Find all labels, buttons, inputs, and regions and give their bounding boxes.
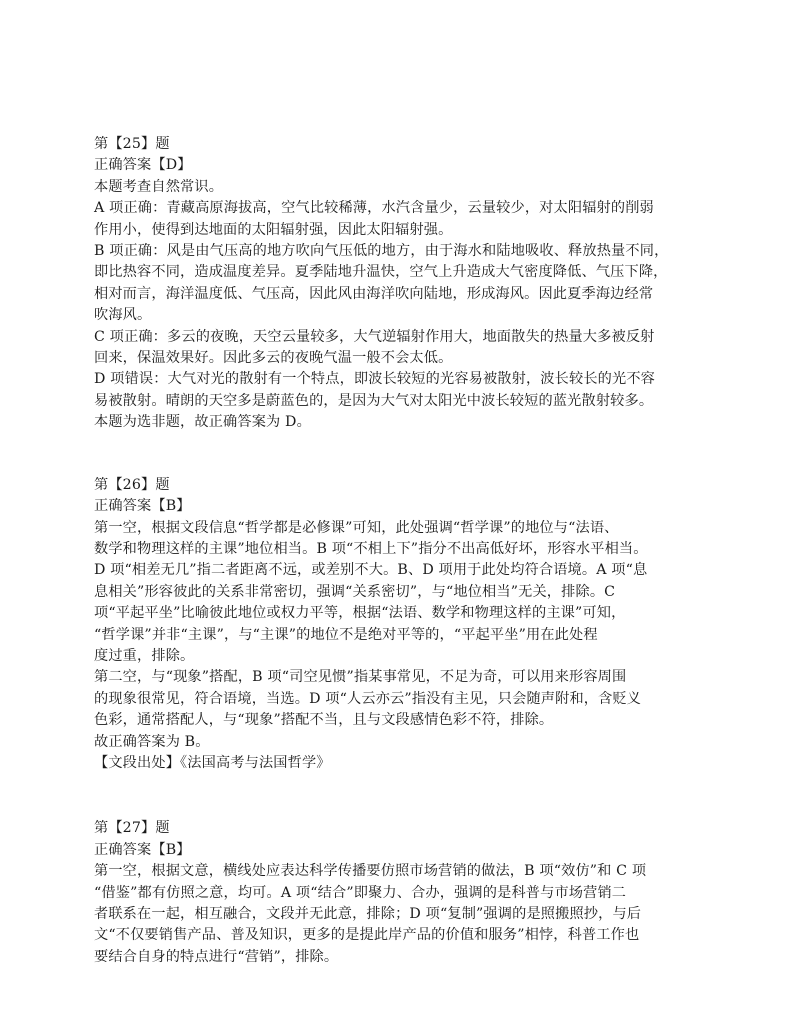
section-spacer — [94, 434, 714, 475]
document-page — [94, 134, 714, 968]
text-line: 本题考查自然常识。 — [94, 178, 224, 195]
text-line: 第一空，根据文意，横线处应表达科学传播要仿照市场营销的做法，B 项“效仿”和 C 项 — [94, 863, 647, 880]
text-line: 文“不仅要销售产品、普及知识，更多的是提此岸产品的价值和服务”相悖，科普工作也 — [94, 927, 640, 944]
text-line: 易被散射。晴朗的天空多是蔚蓝色的，是因为大气对太阳光中波长较短的蓝光散射较多。 — [94, 392, 654, 409]
text-line: 的现象很常见，符合语境，当选。D 项“人云亦云”指没有主见，只会随声附和，含贬义 — [94, 690, 642, 707]
text-line: 项“平起平坐”比喻彼此地位或权力平等，根据“法语、数学和物理这样的主课”可知， — [94, 605, 626, 622]
text-line: 作用小，使得到达地面的太阳辐射强，因此太阳辐射强。 — [94, 221, 453, 238]
text-line: 数学和物理这样的主课”地位相当。B 项“不相上下”指分不出高低好坏，形容水平相当。 — [94, 540, 648, 557]
answer-line: 正确答案【D】 — [94, 157, 192, 174]
text-line: D 项“相差无几”指二者距离不远，或差别不大。B、D 项用于此处均符合语境。A 项“息 — [94, 562, 648, 579]
text-line: 第二空，与“现象”搭配，B 项“司空见惯”指某事常见，不足为奇，可以用来形容周围 — [94, 669, 627, 686]
text-line: 者联系在一起，相互融合，文段并无此意，排除；D 项“复制”强调的是照搬照抄，与后 — [94, 906, 642, 922]
section-spacer — [94, 774, 714, 818]
text-line: 第一空，根据文段信息“哲学都是必修课”可知，此处强调“哲学课”的地位与“法语、 — [94, 519, 619, 536]
answer-line: 正确答案【B】 — [94, 498, 191, 515]
text-line: C 项正确：多云的夜晚，天空云量较多，大气逆辐射作用大，地面散失的热量大多被反射 — [94, 328, 655, 345]
question-heading: 第【26】题 — [94, 476, 170, 493]
text-line: A 项正确：青藏高原海拔高，空气比较稀薄，水汽含量少，云量较少，对太阳辐射的削弱 — [94, 200, 654, 217]
text-line: D 项错误：大气对光的散射有一个特点，即波长较短的光容易被散射，波长较长的光不容 — [94, 371, 656, 388]
text-line: 本题为选非题，故正确答案为 D。 — [94, 414, 311, 431]
text-line: 色彩，通常搭配人，与“现象”搭配不当，且与文段感情色彩不符，排除。 — [94, 712, 554, 729]
text-line: “哲学课”并非“主课”，与“主课”的地位不是绝对平等的，“平起平坐”用在此处程 — [94, 626, 598, 643]
question-26-section — [94, 475, 714, 775]
question-25-section — [94, 134, 714, 434]
text-line: 要结合自身的特点进行“营销”，排除。 — [94, 948, 339, 965]
text-line: “借鉴”都有仿照之意，均可。A 项“结合”即聚力、合办，强调的是科普与市场营销二 — [94, 884, 627, 901]
question-heading: 第【25】题 — [94, 136, 170, 152]
answer-line: 正确答案【B】 — [94, 841, 191, 858]
text-line: B 项正确：风是由气压高的地方吹向气压低的地方，由于海水和陆地吸收、释放热量不同， — [94, 243, 669, 260]
text-line: 度过重，排除。 — [94, 647, 195, 664]
text-line: 相对而言，海洋温度低、气压高，因此风由海洋吹向陆地，形成海风。因此夏季海边经常 — [94, 285, 654, 302]
text-line: 【文段出处】《法国高考与法国哲学》 — [94, 754, 331, 771]
text-line: 回来，保温效果好。因此多云的夜晚气温一般不会太低。 — [94, 350, 453, 367]
text-line: 故正确答案为 B。 — [94, 733, 210, 750]
text-line: 即比热容不同，造成温度差异。夏季陆地升温快，空气上升造成大气密度降低、气压下降， — [94, 264, 668, 281]
question-heading: 第【27】题 — [94, 820, 170, 837]
text-line: 息相关”形容彼此的关系非常密切，强调“关系密切”，与“地位相当”无关，排除。C — [94, 583, 616, 600]
question-27-section — [94, 818, 714, 968]
text-line: 吹海风。 — [94, 307, 152, 324]
